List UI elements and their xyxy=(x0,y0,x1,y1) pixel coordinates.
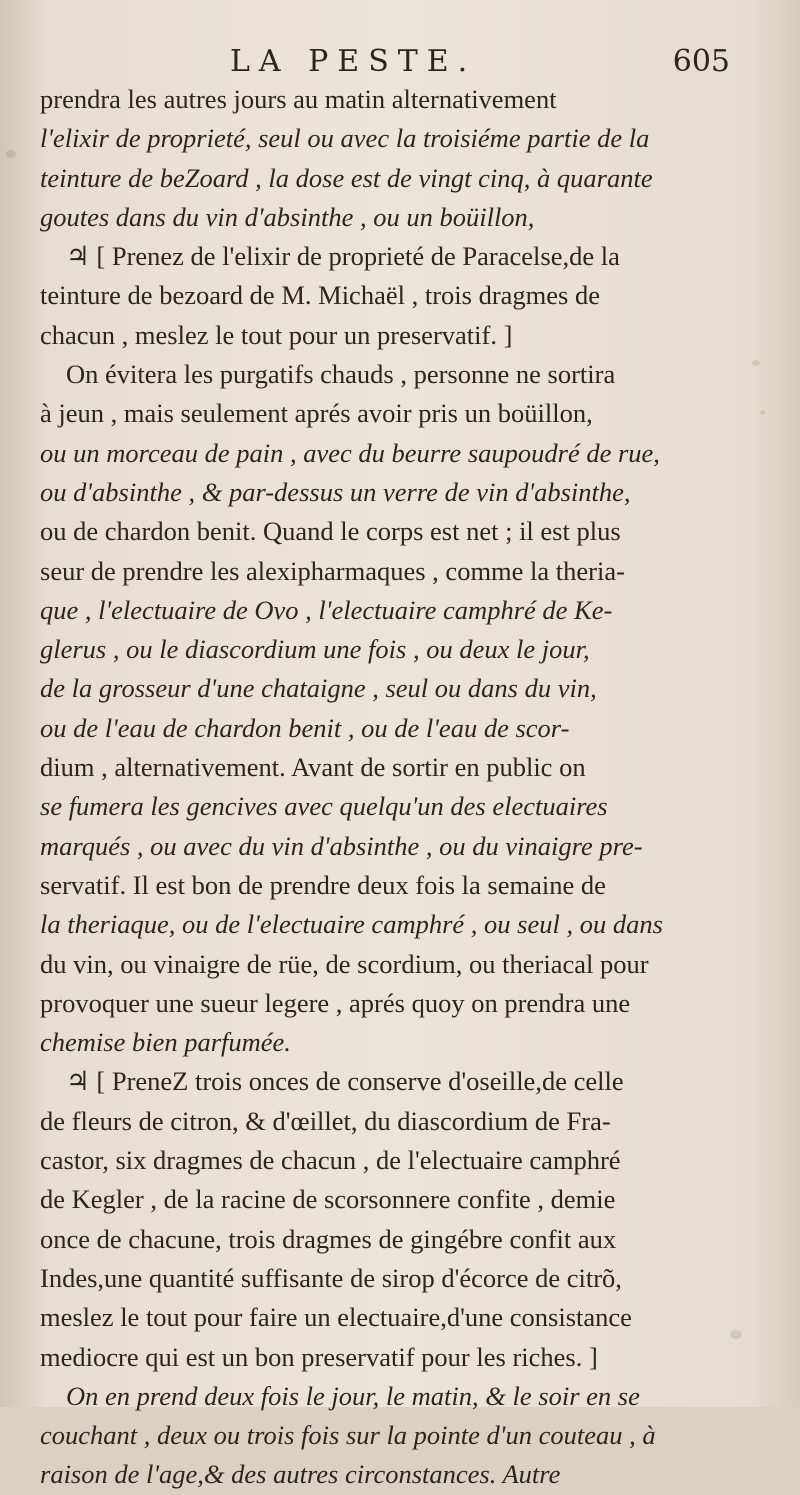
text-line: de la grosseur d'une chataigne , seul ou dans du vin, xyxy=(40,673,597,704)
paper-stain xyxy=(752,360,760,366)
text-line: glerus , ou le diascordium une fois , ou deux le jour, xyxy=(40,634,590,665)
text-line: seur de prendre les alexipharmaques , comme la theria- xyxy=(40,555,625,586)
text-line: se fumera les gencives avec quelqu'un des electuaires xyxy=(40,791,608,822)
running-head: LA PESTE. xyxy=(230,44,477,79)
paper-stain xyxy=(6,150,16,158)
text-line: ou de l'eau de chardon benit , ou de l'eau de scor- xyxy=(40,712,570,743)
text-line: couchant , deux ou trois fois sur la pointe d'un couteau , à xyxy=(40,1420,656,1451)
text-line: provoquer une sueur legere , aprés quoy on prendra une xyxy=(40,987,631,1018)
text-line: mediocre qui est un bon preservatif pour les riches. ] xyxy=(40,1341,598,1372)
paper-stain xyxy=(760,410,765,415)
text-line: teinture de beZoard , la dose est de vingt cinq, à quarante xyxy=(40,162,653,193)
body-text xyxy=(40,80,730,1495)
text-line: ♃ [ PreneZ trois onces de conserve d'oseille,de celle xyxy=(66,1066,624,1097)
text-line: chemise bien parfumée. xyxy=(40,1027,291,1058)
text-line: à jeun , mais seulement aprés avoir pris un boüillon, xyxy=(40,398,593,429)
text-line: teinture de bezoard de M. Michaël , trois dragmes de xyxy=(40,280,600,311)
text-line: marqués , ou avec du vin d'absinthe , ou du vinaigre pre- xyxy=(40,830,643,861)
text-line: ou d'absinthe , & par-dessus un verre de vin d'absinthe, xyxy=(40,476,631,507)
text-line: ou de chardon benit. Quand le corps est net ; il est plus xyxy=(40,516,621,547)
text-line: castor, six dragmes de chacun , de l'electuaire camphré xyxy=(40,1145,621,1176)
text-line: On évitera les purgatifs chauds , personne ne sortira xyxy=(66,359,616,390)
text-line: servatif. Il est bon de prendre deux fois la semaine de xyxy=(40,869,606,900)
text-line: de fleurs de citron, & d'œillet, du diascordium de Fra- xyxy=(40,1105,611,1136)
text-line: raison de l'age,& des autres circonstances. Autre xyxy=(40,1459,561,1490)
text-line: meslez le tout pour faire un electuaire,d'une consistance xyxy=(40,1302,632,1333)
text-line: de Kegler , de la racine de scorsonnere confite , demie xyxy=(40,1184,616,1215)
page-number: 605 xyxy=(672,44,730,79)
text-line: que , l'electuaire de Ovo , l'electuaire camphré de Ke- xyxy=(40,594,613,625)
text-line: On en prend deux fois le jour, le matin, & le soir en se xyxy=(66,1380,640,1411)
text-line: Indes,une quantité suffisante de sirop d'écorce de citrõ, xyxy=(40,1262,622,1293)
text-line: once de chacune, trois dragmes de gingébre confit aux xyxy=(40,1223,617,1254)
text-line: dium , alternativement. Avant de sortir en public on xyxy=(40,752,586,783)
text-line: ♃ [ Prenez de l'elixir de proprieté de Paracelse,de la xyxy=(66,241,620,272)
text-line: la theriaque, ou de l'electuaire camphré , ou seul , ou dans xyxy=(40,909,663,940)
text-line: goutes dans du vin d'absinthe , ou un boüillon, xyxy=(40,201,535,232)
text-line: chacun , meslez le tout pour un preservatif. ] xyxy=(40,319,513,350)
text-line: prendra les autres jours au matin alternativement xyxy=(40,84,557,114)
text-line: ou un morceau de pain , avec du beurre saupoudré de rue, xyxy=(40,437,660,468)
page-header xyxy=(40,44,730,84)
text-line: l'elixir de proprieté, seul ou avec la troisiéme partie de la xyxy=(40,123,650,154)
paper-stain xyxy=(730,1330,742,1339)
text-line: du vin, ou vinaigre de rüe, de scordium, ou theriacal pour xyxy=(40,948,649,979)
